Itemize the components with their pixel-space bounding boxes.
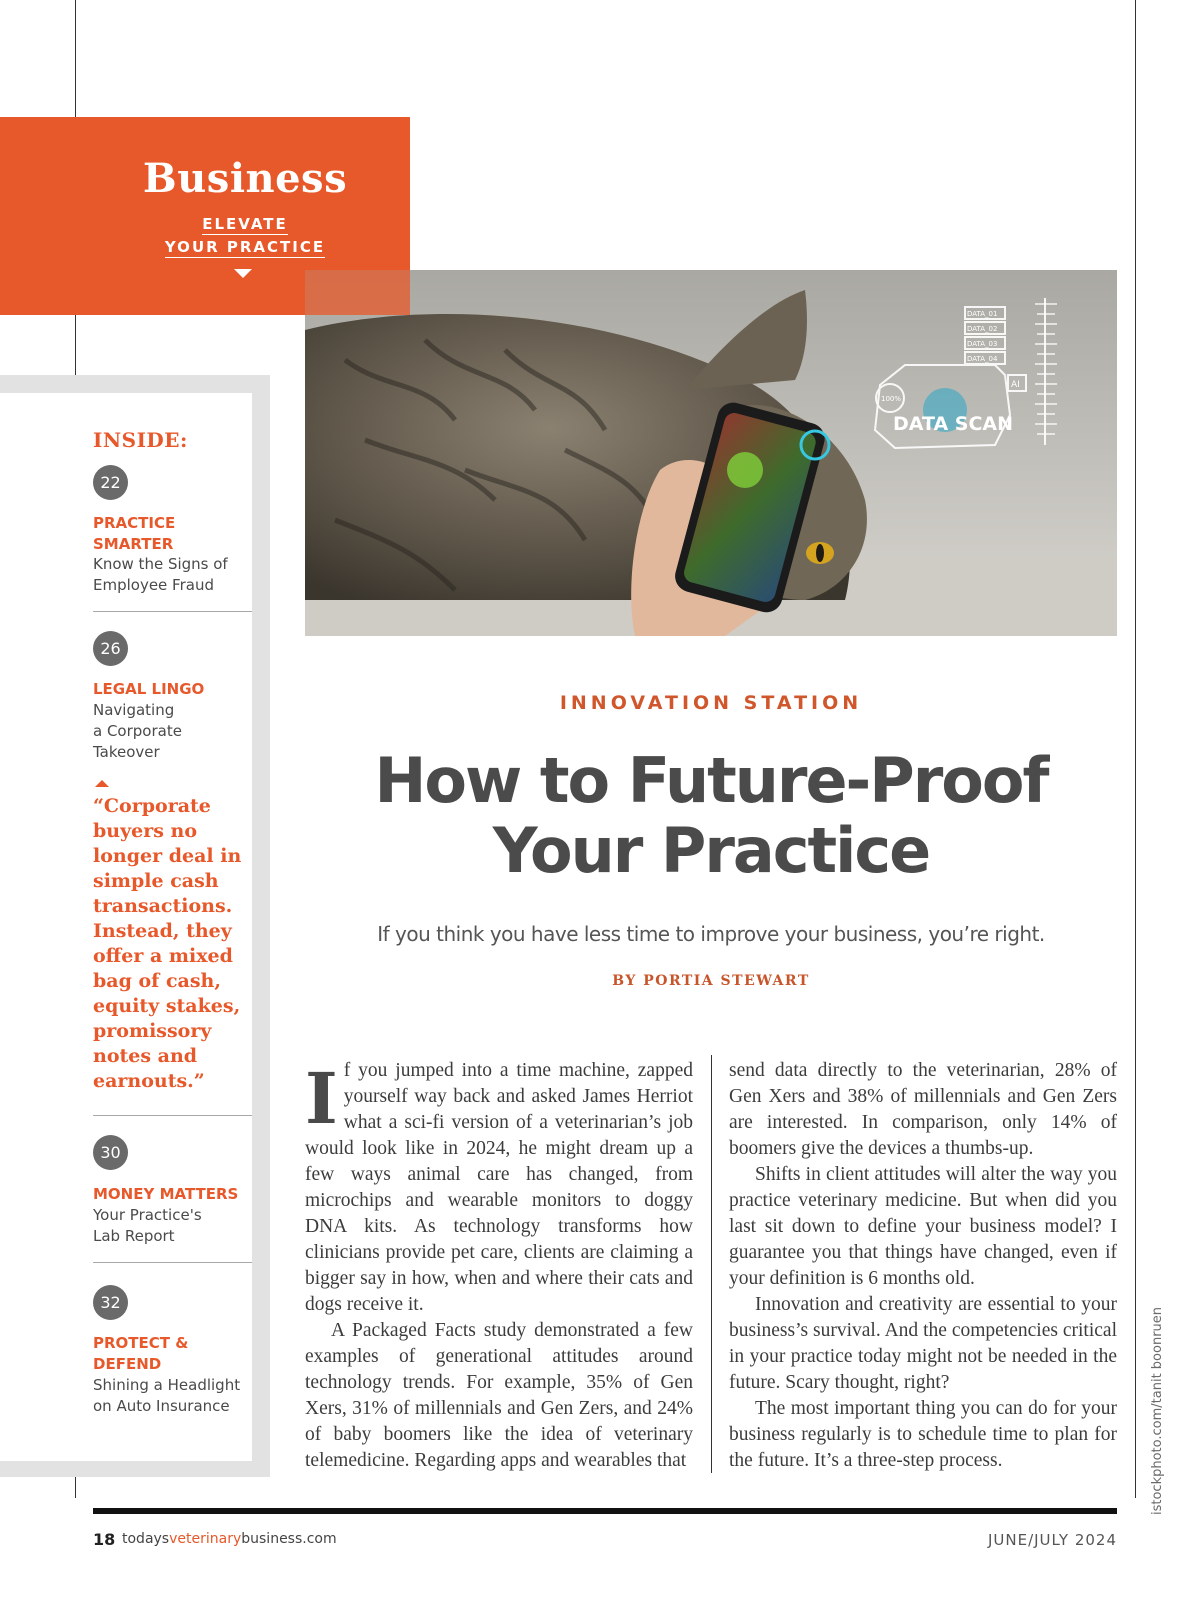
hud-percent: 100%	[881, 395, 902, 403]
site-url[interactable]	[122, 1531, 337, 1547]
sidebar-item-desc: Know the Signs of Employee Fraud	[93, 555, 228, 594]
site-url-post: business.com	[241, 1531, 337, 1547]
sidebar-item-desc: Navigating a Corporate Takeover	[93, 701, 182, 761]
sidebar-heading: INSIDE:	[93, 428, 188, 452]
sidebar-item-desc: Shining a Headlight on Auto Insurance	[93, 1376, 241, 1415]
hud-label: DATA_02	[967, 325, 998, 333]
article-photo	[305, 270, 1117, 636]
photo-credit: istockphoto.com/tanit boonruen	[1150, 1306, 1165, 1515]
sidebar-item-title[interactable]: MONEY MATTERS	[93, 1185, 239, 1203]
banner-overlap	[305, 270, 410, 315]
sidebar-divider	[93, 1262, 252, 1263]
headline-line1: How to Future-Proof	[374, 744, 1048, 817]
article-byline: BY PORTIA STEWART	[612, 973, 810, 989]
page-number-badge: 22	[93, 465, 128, 500]
section-subtitle-line1: ELEVATE	[202, 215, 288, 233]
body-paragraph: Innovation and creativity are essential to your business’s survival. And the competencies critical in your practice today might not be needed in the future. Scary thought, right?	[729, 1294, 1117, 1393]
page-number-badge: 30	[93, 1135, 128, 1170]
hud-label: DATA_03	[967, 340, 998, 348]
page-number-badge: 26	[93, 631, 128, 666]
column-divider	[711, 1055, 712, 1473]
site-url-pre: todays	[122, 1531, 170, 1547]
margin-rule-right	[1135, 0, 1136, 1498]
sidebar-item-desc: Your Practice's Lab Report	[93, 1206, 202, 1245]
section-title: Business	[142, 155, 348, 202]
sidebar-divider	[93, 1115, 252, 1116]
body-paragraph	[305, 1058, 693, 1318]
body-column-1	[305, 1058, 693, 1474]
sidebar-divider	[93, 611, 252, 612]
paragraph-text: f you jumped into a time machine, zapped yourself way back and asked James Herriot what a sci-fi version of a veterinarian’s job would look like in 2024, he might dream up a few ways animal care has changed, from microchips and wearable monitors to doggy DNA kits. As technology transforms how clinicians provide pet care, clients are claiming a bigger say in how, when and where their cats and dogs receive it.	[305, 1060, 693, 1315]
site-url-highlight: veterinary	[169, 1531, 242, 1547]
hud-ai-label: AI	[1011, 380, 1020, 390]
sidebar-item-title[interactable]: PRACTICE SMARTER	[93, 514, 176, 553]
hud-label: DATA_01	[967, 310, 998, 318]
sidebar-item-title[interactable]: PROTECT & DEFEND	[93, 1334, 189, 1373]
hud-title: DATA SCAN	[893, 413, 1014, 435]
drop-cap: I	[305, 1057, 338, 1140]
headline-line2: Your Practice	[492, 814, 930, 887]
caret-up-icon	[95, 780, 109, 787]
body-paragraph: The most important thing you can do for your business regularly is to schedule time to plan for the future. It’s a three-step process.	[729, 1398, 1117, 1471]
footer-rule	[93, 1508, 1117, 1514]
section-subtitle	[140, 213, 350, 259]
sidebar-inside	[0, 393, 252, 1461]
body-paragraph: A Packaged Facts study demonstrated a few examples of generational attitudes around technology trends. For example, 35% of Gen Xers, 31% of millennials and Gen Zers, and 24% of baby boomers like the idea of veterinary telemedicine. Regarding apps and wearables that	[305, 1320, 693, 1471]
issue-date: JUNE/JULY 2024	[987, 1531, 1117, 1549]
article-deck: If you think you have less time to improve your business, you’re right.	[377, 922, 1045, 946]
body-column-2	[729, 1058, 1117, 1474]
page-number: 18	[93, 1530, 116, 1549]
section-subtitle-line2: YOUR PRACTICE	[164, 238, 326, 256]
pull-quote: “Corporate buyers no longer deal in simple cash transactions. Instead, they offer a mixed bag of cash, equity stakes, promissory notes and earnouts.”	[93, 795, 242, 1092]
hud-label: DATA_04	[967, 355, 998, 363]
body-paragraph: Shifts in client attitudes will alter the way you practice veterinary medicine. But when did you last sit down to define your business model? I guarantee you that things have changed, even if your definition is 6 months old.	[729, 1164, 1117, 1289]
body-paragraph: send data directly to the veterinarian, 28% of Gen Xers and 38% of millennials and Gen Zers are interested. In comparison, only 14% of boomers give the devices a thumbs-up.	[729, 1060, 1117, 1159]
page-number-badge: 32	[93, 1285, 128, 1320]
sidebar-item-title[interactable]: LEGAL LINGO	[93, 680, 205, 698]
chevron-down-icon	[234, 269, 252, 278]
article-headline	[305, 746, 1117, 886]
article-kicker: INNOVATION STATION	[559, 692, 863, 714]
